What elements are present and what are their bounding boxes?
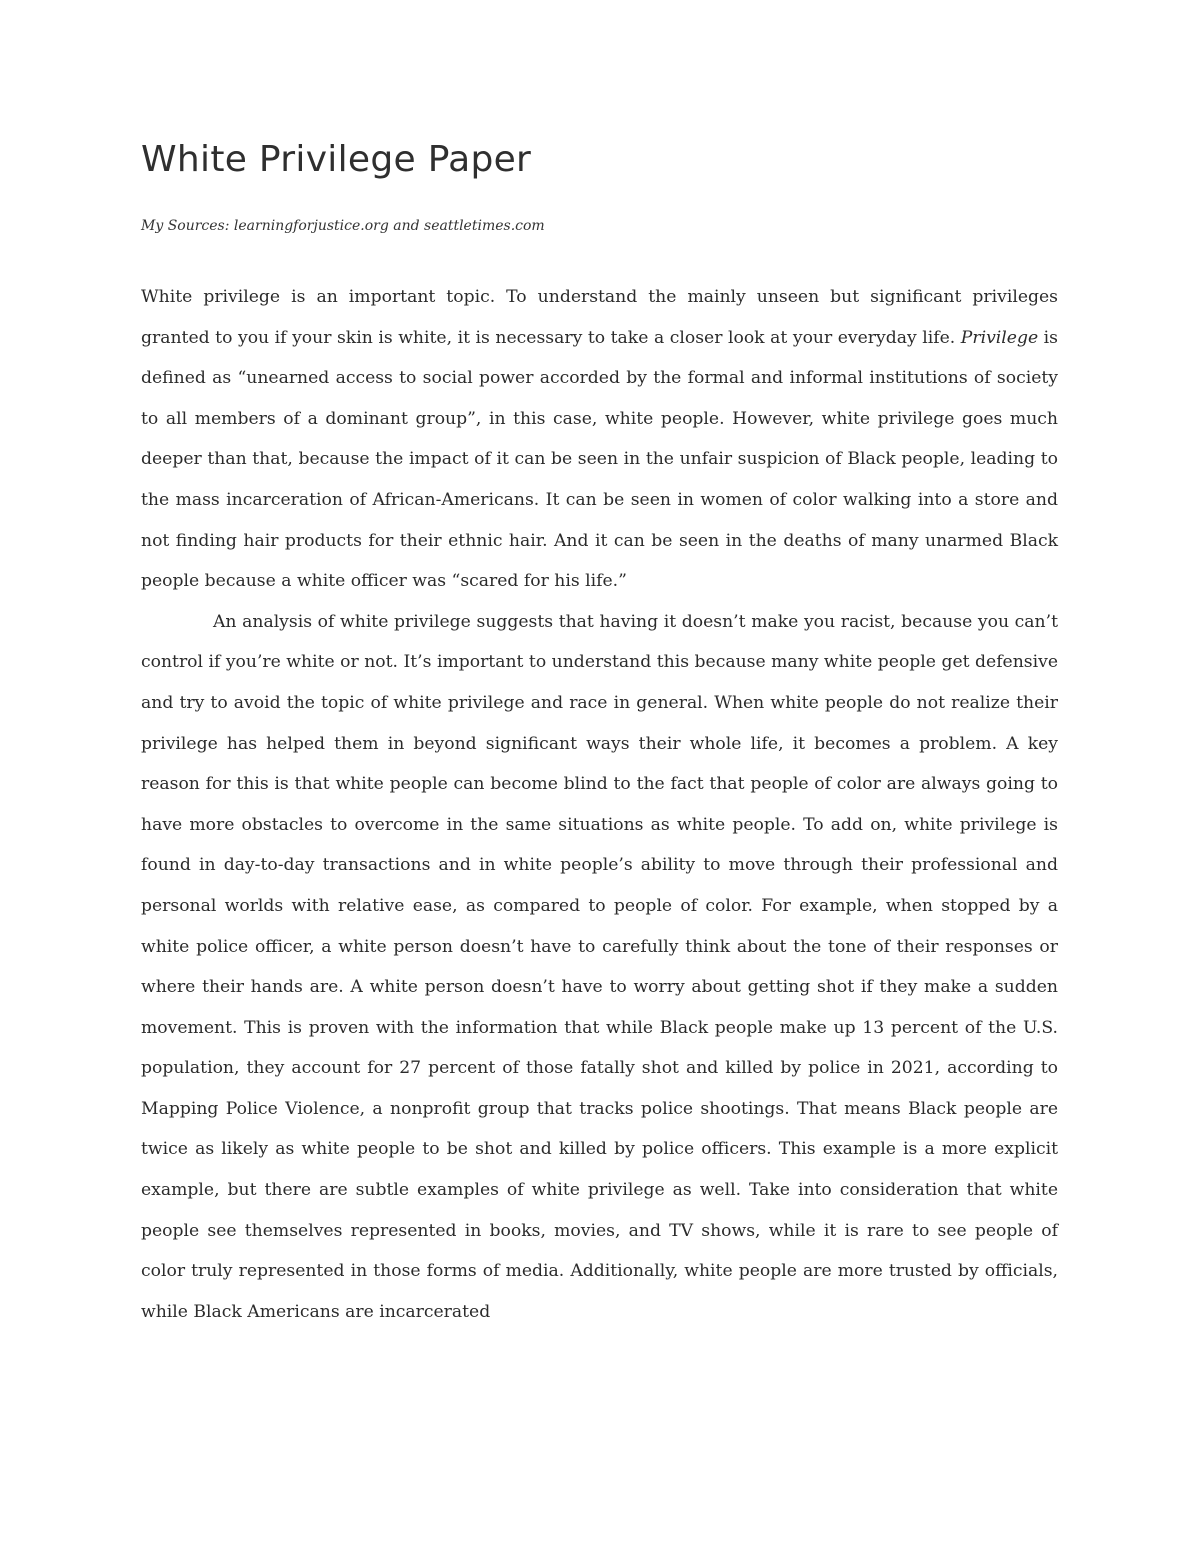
document-content xyxy=(141,140,1058,1332)
paragraph-1-part-2: is defined as “unearned access to social power accorded by the formal and informal institutions of society to all members of a dominant group”, in this case, white people. However, white privilege goes much deeper than that, because the impact of it can be seen in the unfair suspicion of Black people, leading to the mass incarceration of African-Americans. It can be seen in women of color walking into a store and not finding hair products for their ethnic hair. And it can be seen in the deaths of many unarmed Black people because a white officer was “scared for his life.” xyxy=(141,327,1058,592)
document-title: White Privilege Paper xyxy=(141,139,532,180)
paragraph-1-part-1: White privilege is an important topic. To understand the mainly unseen but significant privileges granted to you if your skin is white, it is necessary to take a closer look at your everyday life. xyxy=(141,287,1058,348)
privilege-term: Privilege xyxy=(960,327,1039,348)
paragraph-2: An analysis of white privilege suggests that having it doesn’t make you racist, because you can’t control if you’re white or not. It’s important to understand this because many white people get defensive and try to avoid the topic of white privilege and race in general. When white people do not realize their privilege has helped them in beyond significant ways their whole life, it becomes a problem. A key reason for this is that white people can become blind to the fact that people of color are always going to have more obstacles to overcome in the same situations as white people. To add on, white privilege is found in day-to-day transactions and in white people’s ability to move through their professional and personal worlds with relative ease, as compared to people of color. For example, when stopped by a white police officer, a white person doesn’t have to carefully think about the tone of their responses or where their hands are. A white person doesn’t have to worry about getting shot if they make a sudden movement. This is proven with the information that while Black people make up 13 percent of the U.S. population, they account for 27 percent of those fatally shot and killed by police in 2021, according to Mapping Police Violence, a nonprofit group that tracks police shootings. That means Black people are twice as likely as white people to be shot and killed by police officers. This example is a more explicit example, but there are subtle examples of white privilege as well. Take into consideration that white people see themselves represented in books, movies, and TV shows, while it is rare to see people of color truly represented in those forms of media. Additionally, white people are more trusted by officials, while Black Americans are incarcerated xyxy=(141,611,1058,1322)
sources-line: My Sources: learningforjustice.org and seattletimes.com xyxy=(141,218,545,234)
paragraph-1 xyxy=(141,277,1058,602)
